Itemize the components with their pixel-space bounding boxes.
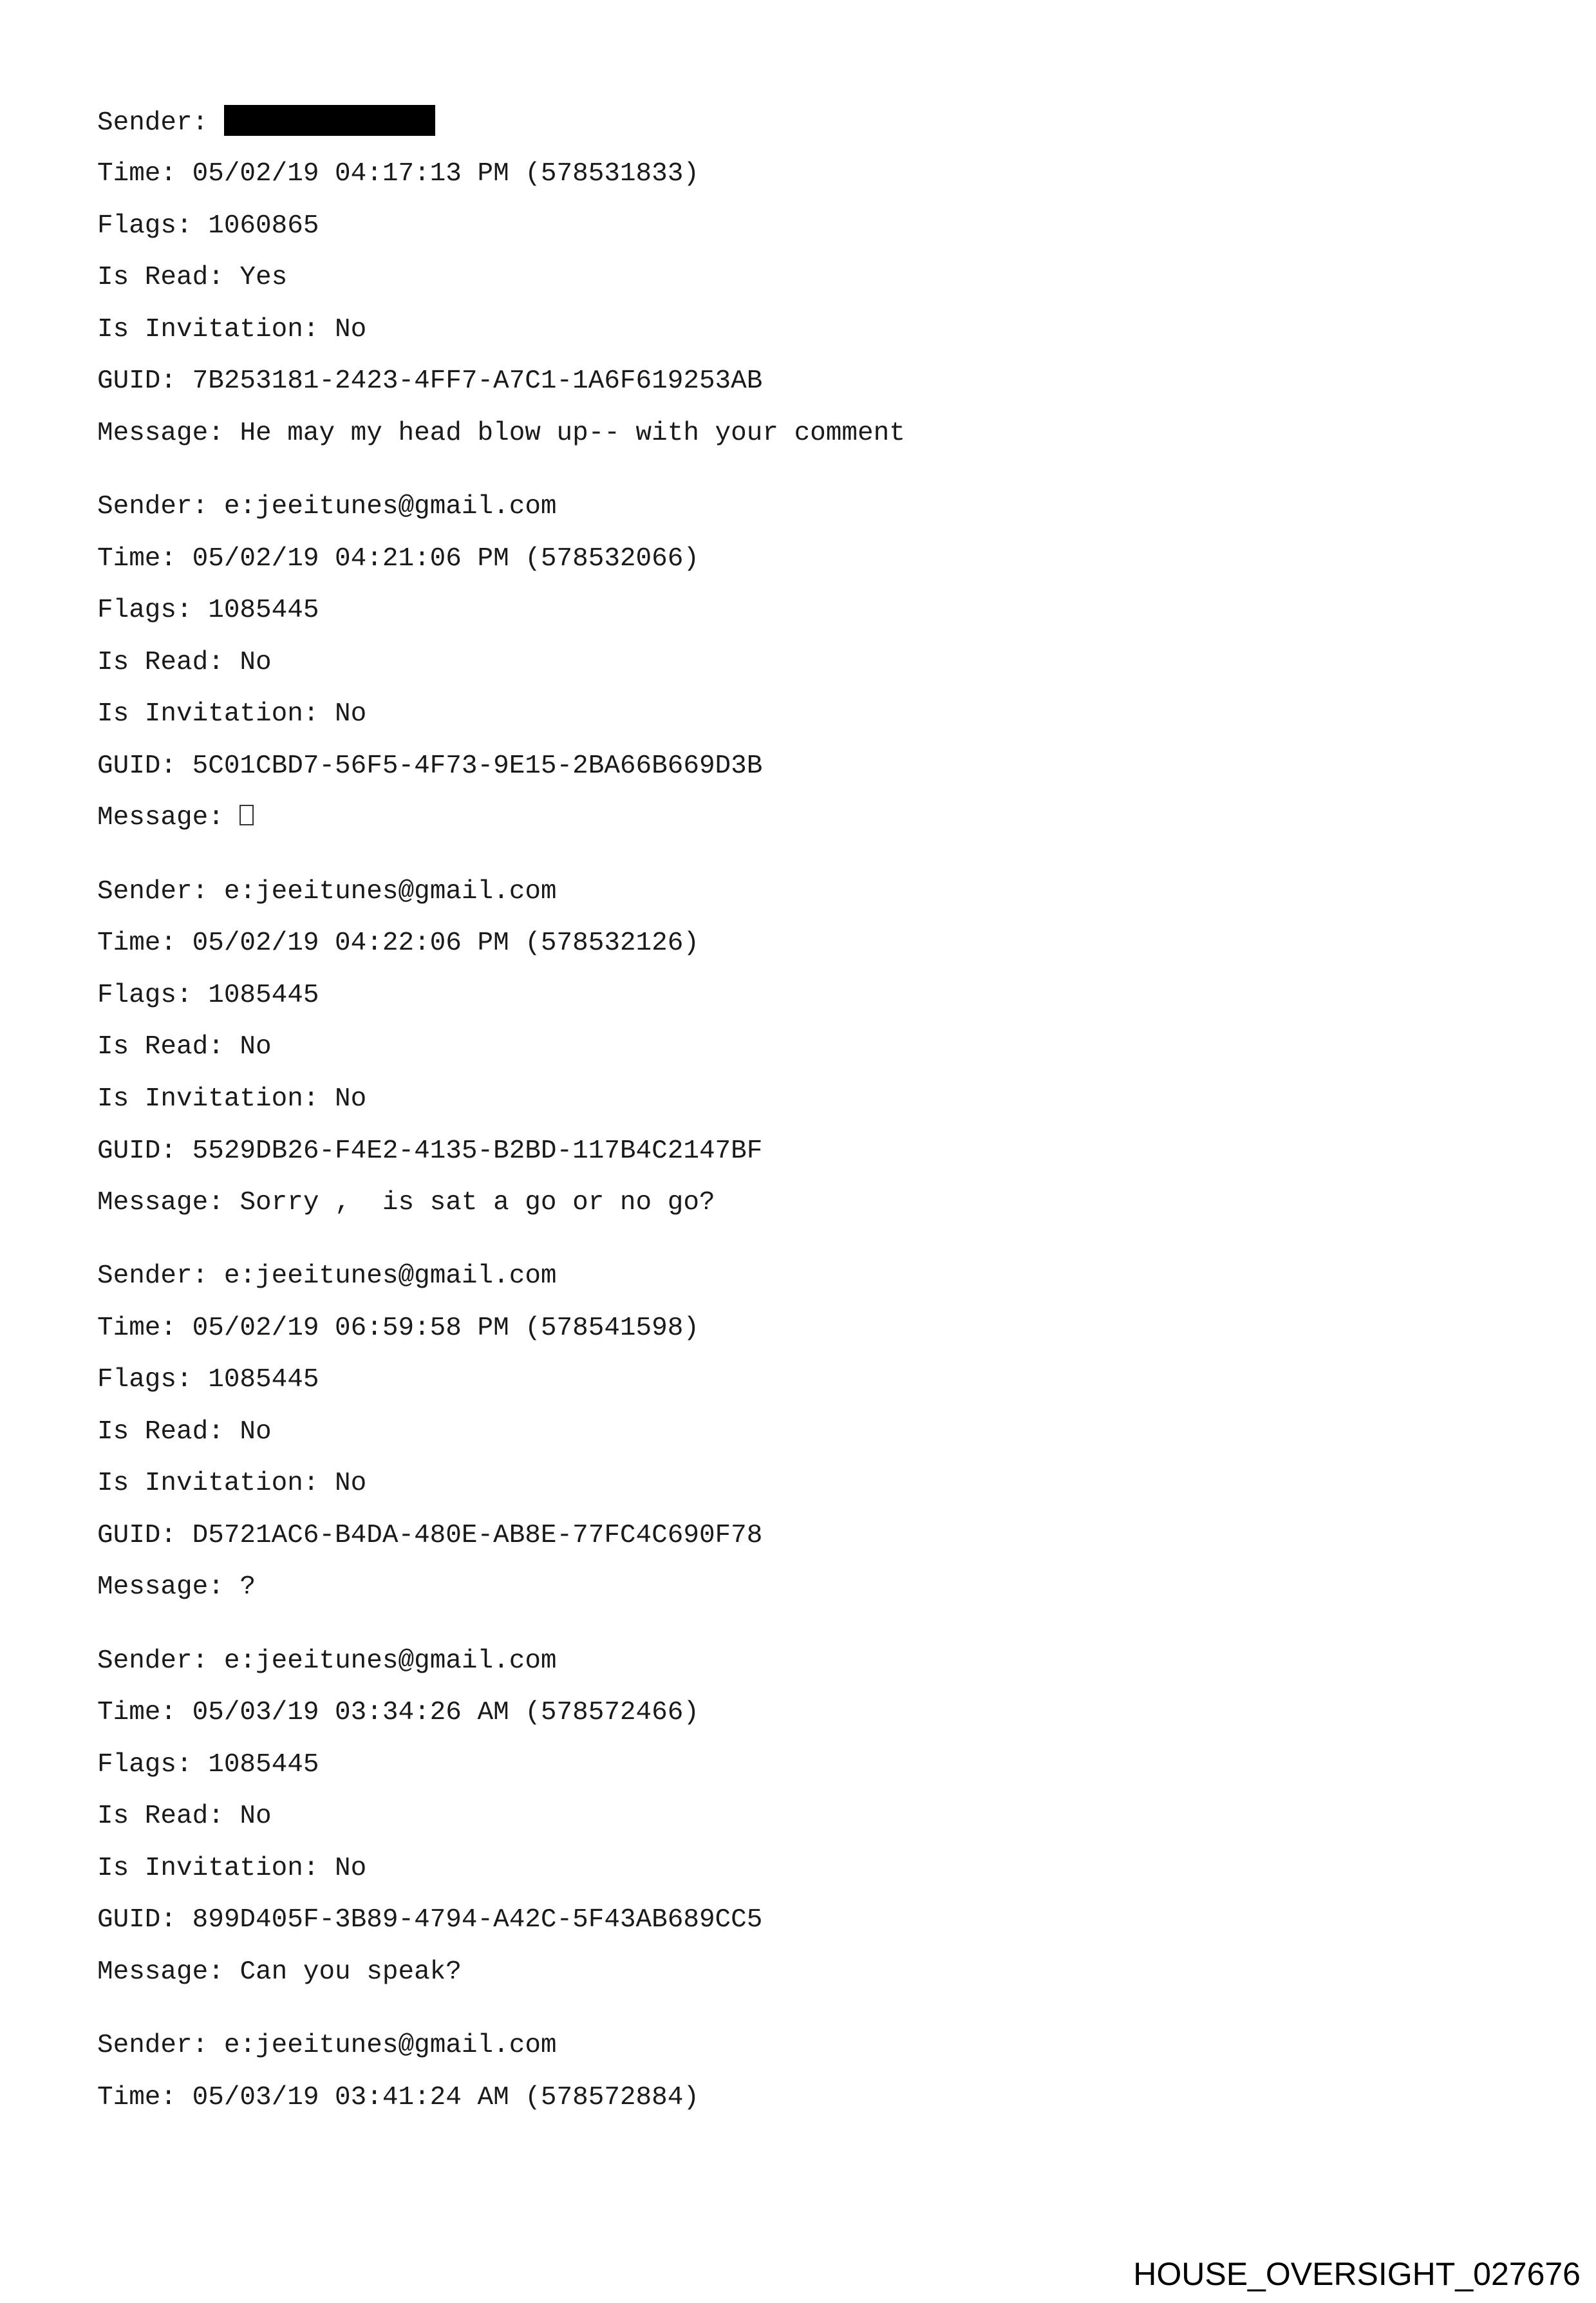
sender-label: Sender: — [97, 877, 224, 907]
sender-line — [97, 876, 557, 907]
message-text: He may my head blow up-- with your comment — [239, 418, 905, 448]
sender-label: Sender: — [97, 2031, 224, 2060]
is-invitation-line: Is Invitation: No — [97, 1084, 367, 1114]
sender-address: e:jeeitunes@gmail.com — [223, 492, 557, 522]
sender-label: Sender: — [97, 1261, 224, 1291]
is-read-line: Is Read: No — [97, 1801, 272, 1831]
flags-line: Flags: 1060865 — [97, 211, 319, 241]
sender-line — [97, 491, 557, 522]
message-line — [97, 802, 254, 833]
message-label: Message: — [97, 803, 240, 832]
is-read-line: Is Read: Yes — [97, 263, 288, 292]
missing-character-icon — [239, 805, 254, 825]
sender-address: e:jeeitunes@gmail.com — [223, 1646, 557, 1676]
message-line — [97, 1572, 256, 1603]
sender-address: e:jeeitunes@gmail.com — [223, 1261, 557, 1291]
sender-line — [97, 1646, 557, 1677]
message-label: Message: — [97, 418, 240, 448]
is-read-line: Is Read: No — [97, 1032, 272, 1062]
time-line: Time: 05/03/19 03:41:24 AM (578572884) — [97, 2083, 699, 2112]
time-line: Time: 05/03/19 03:34:26 AM (578572466) — [97, 1698, 699, 1727]
message-line — [97, 1957, 462, 1988]
sender-label: Sender: — [97, 1646, 224, 1676]
sender-label: Sender: — [97, 108, 224, 138]
flags-line: Flags: 1085445 — [97, 1750, 319, 1780]
message-line — [97, 1187, 715, 1218]
flags-line: Flags: 1085445 — [97, 596, 319, 625]
message-line — [97, 418, 905, 449]
message-text: ? — [239, 1572, 256, 1602]
time-line: Time: 05/02/19 04:22:06 PM (578532126) — [97, 928, 699, 958]
is-invitation-line: Is Invitation: No — [97, 1854, 367, 1883]
is-invitation-line: Is Invitation: No — [97, 699, 367, 729]
is-invitation-line: Is Invitation: No — [97, 1469, 367, 1498]
guid-line: GUID: D5721AC6-B4DA-480E-AB8E-77FC4C690F78 — [97, 1521, 763, 1550]
time-line: Time: 05/02/19 04:17:13 PM (578531833) — [97, 159, 699, 189]
guid-line: GUID: 5529DB26-F4E2-4135-B2BD-117B4C2147BF — [97, 1136, 763, 1166]
message-label: Message: — [97, 1957, 240, 1987]
bates-number: HOUSE_OVERSIGHT_027676 — [1133, 2256, 1581, 2292]
message-label: Message: — [97, 1188, 240, 1217]
is-invitation-line: Is Invitation: No — [97, 315, 367, 344]
sender-line — [97, 107, 435, 138]
sender-address: e:jeeitunes@gmail.com — [223, 2031, 557, 2060]
time-line: Time: 05/02/19 06:59:58 PM (578541598) — [97, 1313, 699, 1343]
redaction-block — [224, 105, 435, 136]
message-text: Can you speak? — [239, 1957, 462, 1987]
sender-label: Sender: — [97, 492, 224, 522]
message-text: Sorry , is sat a go or no go? — [239, 1188, 715, 1217]
flags-line: Flags: 1085445 — [97, 1365, 319, 1395]
message-label: Message: — [97, 1572, 240, 1602]
sender-address: e:jeeitunes@gmail.com — [223, 877, 557, 907]
guid-line: GUID: 7B253181-2423-4FF7-A7C1-1A6F619253AB — [97, 366, 763, 396]
guid-line: GUID: 899D405F-3B89-4794-A42C-5F43AB689CC5 — [97, 1905, 763, 1935]
guid-line: GUID: 5C01CBD7-56F5-4F73-9E15-2BA66B669D3B — [97, 751, 763, 781]
time-line: Time: 05/02/19 04:21:06 PM (578532066) — [97, 544, 699, 574]
sender-line — [97, 1261, 557, 1292]
is-read-line: Is Read: No — [97, 648, 272, 677]
flags-line: Flags: 1085445 — [97, 981, 319, 1010]
is-read-line: Is Read: No — [97, 1417, 272, 1447]
sender-line — [97, 2030, 557, 2061]
